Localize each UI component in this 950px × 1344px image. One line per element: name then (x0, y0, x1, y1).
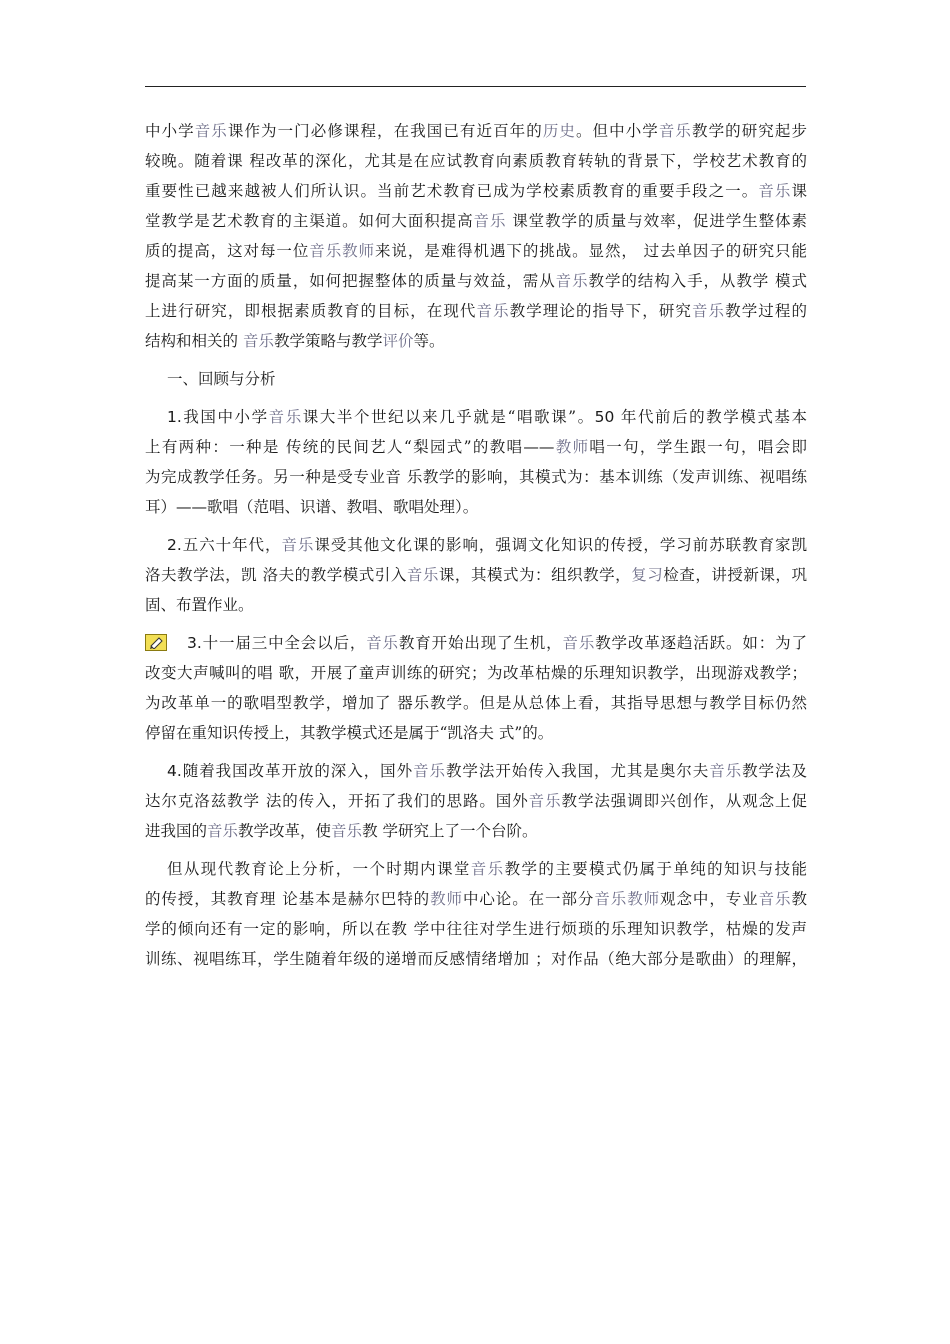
text-line (145, 944, 807, 974)
keyword-link: 评价 (382, 332, 414, 350)
text-run: 重要性已越来越被人们所认识。当前艺术教育已成为学校素质教育的重要手段之一。 (145, 182, 759, 200)
text-line (145, 884, 807, 914)
text-line (145, 326, 807, 356)
keyword-link: 音乐 (366, 634, 399, 652)
text-line (145, 146, 807, 176)
text-run: 教学法开始传入我国，尤其是奥尔夫 (445, 762, 710, 780)
keyword-link: 音乐 (406, 566, 439, 584)
text-run: 等。 (413, 332, 445, 350)
keyword-link: 历史 (542, 122, 576, 140)
text-run: 教学的结构入手，从教学 模式 (588, 272, 807, 290)
text-run: 唱一句，学生跟一句，唱会即 (589, 438, 807, 456)
text-run: 教学改革逐趋活跃。如：为了 (595, 634, 807, 652)
keyword-link: 音乐 (281, 536, 315, 554)
list-number: 2. (167, 536, 182, 554)
text-line (145, 296, 807, 326)
text-line (145, 756, 807, 786)
text-run: 观念中，专业 (660, 890, 759, 908)
text-run: 中心论。在一部分 (462, 890, 595, 908)
list-number: 50 (594, 408, 615, 426)
document-body (145, 116, 807, 974)
keyword-link: 教师 (554, 438, 590, 456)
keyword-link: 音乐 (758, 890, 792, 908)
text-run: 上进行研究，即根据素质教育的目标，在现代 (145, 302, 477, 320)
text-run: 为完成教学任务。另一种是受专业音 乐教学的影响，其模式为：基本训练（发声训练、视唱练 (145, 468, 807, 486)
text-run: 检查，讲授新课，巩 (663, 566, 807, 584)
text-line (145, 236, 807, 266)
text-run: 年代前后的教学模式基本 (614, 408, 807, 426)
text-line (145, 560, 807, 590)
keyword-link: 音乐教师 (309, 242, 375, 260)
text-run: 教学法及 (742, 762, 807, 780)
text-run: 教学策略与教学 (273, 332, 383, 350)
paragraph-intro (145, 116, 807, 356)
keyword-link: 音乐 (562, 634, 596, 652)
text-run: 教育开始出现了生机， (398, 634, 563, 652)
text-run: 课大半个世纪以来几乎就是“唱歌课”。 (302, 408, 595, 426)
keyword-link: 音乐 (268, 408, 303, 426)
text-line (145, 718, 807, 748)
text-run: 课作为一门必修课程，在我国已有近百年的 (227, 122, 543, 140)
text-run: 堂教学是艺术教育的主渠道。如何大面积提高 (145, 212, 474, 230)
keyword-link: 音乐 (473, 212, 507, 230)
paragraph-2 (145, 530, 807, 620)
text-run: 耳）——歌唱（范唱、识谱、教唱、歌唱处理）。 (145, 498, 479, 516)
text-run: 固、布置作业。 (145, 596, 254, 614)
keyword-link: 教师 (430, 890, 463, 908)
keyword-link: 音乐 (331, 822, 363, 840)
paragraph-4 (145, 756, 807, 846)
text-run: 达尔克洛兹教学 法的传入，开拓了我们的思路。国外 (145, 792, 529, 810)
keyword-link: 音乐 (555, 272, 589, 290)
text-line-content (187, 634, 807, 652)
text-run: 教学理论的指导下，研究 (509, 302, 692, 320)
text-run: 上有两种：一种是 传统的民间艺人“梨园式”的教唱—— (145, 438, 555, 456)
keyword-link: 音乐 (709, 762, 743, 780)
text-run: 训练、视唱练耳，学生随着年级的递增而反感情绪增加 ；对作品（绝大部分是歌曲）的理解， (145, 950, 807, 968)
text-run: 教学的研究起步 (692, 122, 807, 140)
text-run: 来说，是难得机遇下的挑战。显然， 过去单因子的研究只能 (374, 242, 807, 260)
text-run: 中小学 (145, 122, 195, 140)
text-run: 教 学研究上了一个台阶。 (362, 822, 538, 840)
text-line (145, 914, 807, 944)
keyword-link: 音乐 (242, 332, 274, 350)
text-run: 一、回顾与分析 (167, 370, 276, 388)
keyword-link: 音乐 (528, 792, 562, 810)
text-line (145, 786, 807, 816)
text-run: 随着我国改革开放的深入，国外 (181, 762, 414, 780)
text-line (145, 432, 807, 462)
text-run: 十一届三中全会以后， (201, 634, 367, 652)
text-run: 五六十年代， (181, 536, 282, 554)
list-number: 1. (167, 408, 182, 426)
paragraph-5 (145, 854, 807, 974)
keyword-link: 音乐 (194, 122, 228, 140)
text-run: 教 (791, 890, 807, 908)
text-run: 课 (791, 182, 807, 200)
text-line (145, 116, 807, 146)
keyword-link: 音乐 (470, 860, 505, 878)
text-line (145, 402, 807, 432)
text-run: 改变大声喊叫的唱 歌，开展了童声训练的研究；为改革枯燥的乐理知识教学，出现游戏教学； (145, 664, 807, 682)
text-run: 质的提高，这对每一位 (145, 242, 310, 260)
text-run: 。但中小学 (575, 122, 659, 140)
keyword-link: 音乐 (758, 182, 792, 200)
paragraph-3 (145, 628, 807, 748)
keyword-link: 音乐 (476, 302, 510, 320)
text-run: 教学过程的 (725, 302, 807, 320)
keyword-link: 音乐 (691, 302, 726, 320)
text-line (145, 628, 807, 658)
text-run: 教学的主要模式仍属于单纯的知识与技能 (504, 860, 807, 878)
text-line (145, 816, 807, 846)
text-run: 较晚。随着课 程改革的深化，尤其是在应试教育向素质教育转轨的背景下，学校艺术教育的 (145, 152, 807, 170)
text-line (145, 176, 807, 206)
text-run: 课受其他文化课的影响，强调文化知识的传授，学习前苏联教育家凯 (314, 536, 807, 554)
text-run: 课，其模式为：组织教学， (438, 566, 632, 584)
section-title (145, 364, 807, 394)
keyword-link: 音乐教师 (594, 890, 661, 908)
text-run: 洛夫教学法，凯 洛夫的教学模式引入 (145, 566, 407, 584)
text-run: 的传授，其教育理 论基本是赫尔巴特的 (145, 890, 431, 908)
text-run: 结构和相关的 (145, 332, 243, 350)
section-heading (145, 364, 807, 394)
text-run: 停留在重知识传授上，其教学模式还是属于“凯洛夫 式”的。 (145, 724, 554, 742)
list-number: 4. (167, 762, 182, 780)
keyword-link: 音乐 (413, 762, 446, 780)
text-line (145, 590, 807, 620)
text-line (145, 206, 807, 236)
text-line (145, 854, 807, 884)
text-run: 提高某一方面的质量，如何把握整体的质量与效益，需从 (145, 272, 556, 290)
text-run: 课堂教学的质量与效率，促进学生整体素 (506, 212, 807, 230)
text-run: 学的倾向还有一定的影响，所以在教 学中往往对学生进行烦琐的乐理知识教学，枯燥的发声 (145, 920, 807, 938)
text-line (145, 658, 807, 688)
text-line (145, 492, 807, 522)
text-run: 为改革单一的歌唱型教学，增加了 器乐教学。但是从总体上看，其指导思想与教学目标仍然 (145, 694, 807, 712)
header-rule (145, 86, 806, 87)
text-run: 我国中小学 (181, 408, 269, 426)
comment-note-icon[interactable] (145, 634, 167, 651)
text-line (145, 266, 807, 296)
text-run: 教学法强调即兴创作，从观念上促 (561, 792, 807, 810)
text-line (145, 688, 807, 718)
text-run: 教学改革，使 (238, 822, 332, 840)
text-run: 但从现代教育论上分析，一个时期内课堂 (167, 860, 471, 878)
text-run: 进我国的 (145, 822, 208, 840)
keyword-link: 音乐 (207, 822, 239, 840)
keyword-link: 复习 (631, 566, 664, 584)
text-line (145, 530, 807, 560)
text-line (145, 462, 807, 492)
list-number: 3. (187, 634, 202, 652)
keyword-link: 音乐 (658, 122, 692, 140)
paragraph-1 (145, 402, 807, 522)
